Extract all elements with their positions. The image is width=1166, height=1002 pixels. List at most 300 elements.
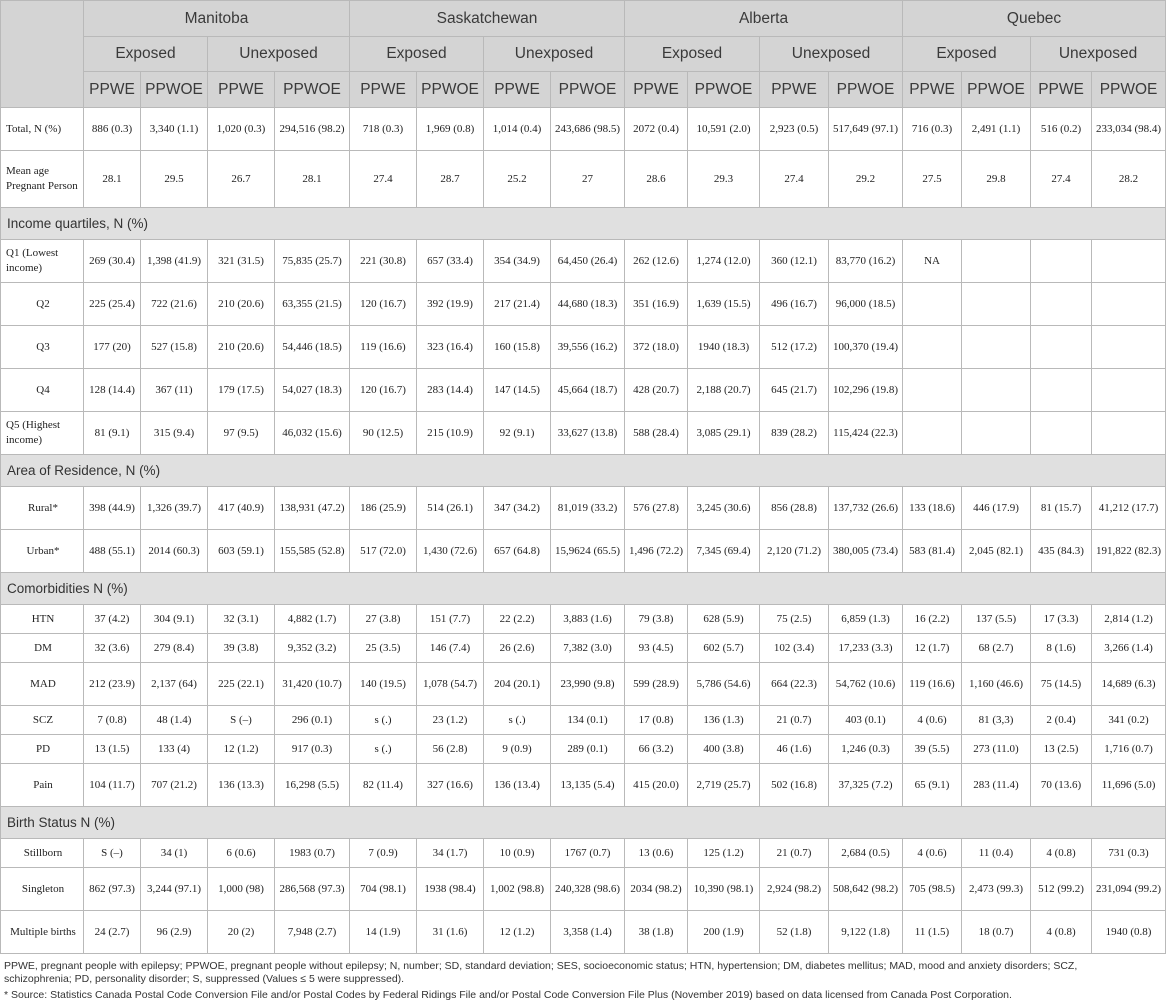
table-row bbox=[1, 663, 1166, 706]
table-cell: 83,770 (16.2) bbox=[829, 240, 903, 283]
table-cell: 1,430 (72.6) bbox=[417, 530, 484, 573]
table-cell: 602 (5.7) bbox=[688, 634, 760, 663]
table-cell: 41,212 (17.7) bbox=[1092, 487, 1166, 530]
table-cell: 1,002 (98.8) bbox=[484, 868, 551, 911]
table-cell: 517,649 (97.1) bbox=[829, 108, 903, 151]
footnote-source: * Source: Statistics Canada Postal Code Conversion File and/or Postal Codes by Federal Ridings File and/or Postal Code Conversion File Plus (November 2019) based on data licensed from Canada Post Corporation. bbox=[4, 989, 1012, 1001]
table-cell: 2,188 (20.7) bbox=[688, 369, 760, 412]
table-cell: 136 (13.3) bbox=[208, 764, 275, 807]
table-header bbox=[1, 1, 1166, 108]
table-cell: 351 (16.9) bbox=[625, 283, 688, 326]
table-cell: 140 (19.5) bbox=[350, 663, 417, 706]
column-header: PPWE bbox=[84, 72, 141, 108]
table-cell: 11 (1.5) bbox=[903, 911, 962, 954]
table-cell: 599 (28.9) bbox=[625, 663, 688, 706]
table-cell: 527 (15.8) bbox=[141, 326, 208, 369]
table-cell: 25 (3.5) bbox=[350, 634, 417, 663]
table-cell: 70 (13.6) bbox=[1031, 764, 1092, 807]
table-cell: 243,686 (98.5) bbox=[551, 108, 625, 151]
table-cell: 1,020 (0.3) bbox=[208, 108, 275, 151]
table-row bbox=[1, 283, 1166, 326]
table-cell: 93 (4.5) bbox=[625, 634, 688, 663]
table-cell: 9,352 (3.2) bbox=[275, 634, 350, 663]
table-cell: 360 (12.1) bbox=[760, 240, 829, 283]
table-cell: 514 (26.1) bbox=[417, 487, 484, 530]
table-cell: 3,266 (1.4) bbox=[1092, 634, 1166, 663]
table-cell: 204 (20.1) bbox=[484, 663, 551, 706]
table-cell bbox=[903, 369, 962, 412]
table-cell: 34 (1.7) bbox=[417, 839, 484, 868]
table-cell: 283 (14.4) bbox=[417, 369, 484, 412]
table-cell: 120 (16.7) bbox=[350, 283, 417, 326]
table-row bbox=[1, 412, 1166, 455]
table-cell: 718 (0.3) bbox=[350, 108, 417, 151]
table-cell: 4 (0.6) bbox=[903, 706, 962, 735]
table-cell: s (.) bbox=[350, 735, 417, 764]
table-cell bbox=[962, 412, 1031, 455]
column-header: PPWE bbox=[350, 72, 417, 108]
row-label: Q3 bbox=[1, 326, 84, 369]
table-cell: 283 (11.4) bbox=[962, 764, 1031, 807]
table-cell: 347 (34.2) bbox=[484, 487, 551, 530]
footnote-abbreviations: PPWE, pregnant people with epilepsy; PPWOE, pregnant people without epilepsy; N, number; SD, standard deviation; SES, socioeconomic status; HTN, hypertension; DM, diabetes mellitus; MAD, mood and anxiety disorders; SCZ, schizophrenia; PD, personality disorder; S, suppressed (Values ≤ 5 were suppressed). bbox=[4, 960, 1078, 985]
row-label: Q1 (Lowest income) bbox=[1, 240, 84, 283]
table-cell: 1983 (0.7) bbox=[275, 839, 350, 868]
table-cell bbox=[1031, 412, 1092, 455]
row-label: Total, N (%) bbox=[1, 108, 84, 151]
table-cell: 2,045 (82.1) bbox=[962, 530, 1031, 573]
table-row bbox=[1, 369, 1166, 412]
table-cell: 28.1 bbox=[275, 151, 350, 208]
table-cell: 46 (1.6) bbox=[760, 735, 829, 764]
table-cell: 2,120 (71.2) bbox=[760, 530, 829, 573]
table-row bbox=[1, 487, 1166, 530]
table-cell: 296 (0.1) bbox=[275, 706, 350, 735]
table-cell: 576 (27.8) bbox=[625, 487, 688, 530]
table-cell bbox=[903, 283, 962, 326]
header-row-groups bbox=[1, 37, 1166, 72]
row-label: Urban* bbox=[1, 530, 84, 573]
table-cell: 2,491 (1.1) bbox=[962, 108, 1031, 151]
table-cell: 3,340 (1.1) bbox=[141, 108, 208, 151]
row-label: SCZ bbox=[1, 706, 84, 735]
table-cell: 151 (7.7) bbox=[417, 605, 484, 634]
table-cell: 240,328 (98.6) bbox=[551, 868, 625, 911]
group-header: Unexposed bbox=[760, 37, 903, 72]
footnotes bbox=[0, 954, 1145, 1002]
table-cell: 16 (2.2) bbox=[903, 605, 962, 634]
table-cell: 354 (34.9) bbox=[484, 240, 551, 283]
row-label: DM bbox=[1, 634, 84, 663]
table-cell: 502 (16.8) bbox=[760, 764, 829, 807]
table-cell: 2,473 (99.3) bbox=[962, 868, 1031, 911]
table-cell: 136 (13.4) bbox=[484, 764, 551, 807]
table-cell: 20 (2) bbox=[208, 911, 275, 954]
table-cell: 54,762 (10.6) bbox=[829, 663, 903, 706]
table-cell: 3,244 (97.1) bbox=[141, 868, 208, 911]
table-cell: 488 (55.1) bbox=[84, 530, 141, 573]
table-cell: 32 (3.1) bbox=[208, 605, 275, 634]
table-cell: 7 (0.8) bbox=[84, 706, 141, 735]
table-cell: 435 (84.3) bbox=[1031, 530, 1092, 573]
table-cell: 7,382 (3.0) bbox=[551, 634, 625, 663]
table-cell bbox=[1092, 240, 1166, 283]
table-row bbox=[1, 764, 1166, 807]
table-cell: 29.3 bbox=[688, 151, 760, 208]
table-cell: 3,358 (1.4) bbox=[551, 911, 625, 954]
table-cell: 15,9624 (65.5) bbox=[551, 530, 625, 573]
table-cell: 44,680 (18.3) bbox=[551, 283, 625, 326]
table-cell: 17 (0.8) bbox=[625, 706, 688, 735]
table-cell: 508,642 (98.2) bbox=[829, 868, 903, 911]
table-cell bbox=[962, 283, 1031, 326]
table-cell: 179 (17.5) bbox=[208, 369, 275, 412]
table-cell: 125 (1.2) bbox=[688, 839, 760, 868]
table-cell: 11 (0.4) bbox=[962, 839, 1031, 868]
table-cell: 215 (10.9) bbox=[417, 412, 484, 455]
table-cell: 191,822 (82.3) bbox=[1092, 530, 1166, 573]
table-cell: 11,696 (5.0) bbox=[1092, 764, 1166, 807]
table-cell: 90 (12.5) bbox=[350, 412, 417, 455]
table-cell: 210 (20.6) bbox=[208, 283, 275, 326]
table-cell: 146 (7.4) bbox=[417, 634, 484, 663]
table-cell: 1,078 (54.7) bbox=[417, 663, 484, 706]
table-cell: 704 (98.1) bbox=[350, 868, 417, 911]
province-header: Quebec bbox=[903, 1, 1166, 37]
table-cell bbox=[903, 326, 962, 369]
table-cell: 52 (1.8) bbox=[760, 911, 829, 954]
table-cell: 3,085 (29.1) bbox=[688, 412, 760, 455]
row-label: PD bbox=[1, 735, 84, 764]
table-row bbox=[1, 605, 1166, 634]
table-cell: 392 (19.9) bbox=[417, 283, 484, 326]
table-cell: s (.) bbox=[484, 706, 551, 735]
group-header: Exposed bbox=[84, 37, 208, 72]
section-header: Comorbidities N (%) bbox=[1, 573, 1166, 605]
section-header: Area of Residence, N (%) bbox=[1, 455, 1166, 487]
table-cell: 289 (0.1) bbox=[551, 735, 625, 764]
table-cell: 269 (30.4) bbox=[84, 240, 141, 283]
table-cell: 7,345 (69.4) bbox=[688, 530, 760, 573]
table-cell: 38 (1.8) bbox=[625, 911, 688, 954]
table-cell: 9 (0.9) bbox=[484, 735, 551, 764]
table-cell: 16,298 (5.5) bbox=[275, 764, 350, 807]
table-cell: 2,137 (64) bbox=[141, 663, 208, 706]
table-cell: 4,882 (1.7) bbox=[275, 605, 350, 634]
table-cell: 839 (28.2) bbox=[760, 412, 829, 455]
table-cell bbox=[1092, 326, 1166, 369]
table-cell: 862 (97.3) bbox=[84, 868, 141, 911]
table-cell: 12 (1.2) bbox=[208, 735, 275, 764]
table-cell: 24 (2.7) bbox=[84, 911, 141, 954]
table-cell: 177 (20) bbox=[84, 326, 141, 369]
table-cell: 92 (9.1) bbox=[484, 412, 551, 455]
table-cell: 2,814 (1.2) bbox=[1092, 605, 1166, 634]
table-cell: 886 (0.3) bbox=[84, 108, 141, 151]
table-cell: 23,990 (9.8) bbox=[551, 663, 625, 706]
table-cell: 917 (0.3) bbox=[275, 735, 350, 764]
table-cell: 1,496 (72.2) bbox=[625, 530, 688, 573]
table-cell: 2,924 (98.2) bbox=[760, 868, 829, 911]
table-cell: 134 (0.1) bbox=[551, 706, 625, 735]
table-cell: 28.7 bbox=[417, 151, 484, 208]
table-cell: 4 (0.8) bbox=[1031, 911, 1092, 954]
table-cell: 81 (3,3) bbox=[962, 706, 1031, 735]
table-cell: 82 (11.4) bbox=[350, 764, 417, 807]
table-cell: 96 (2.9) bbox=[141, 911, 208, 954]
header-corner bbox=[1, 1, 84, 108]
table-cell bbox=[1092, 412, 1166, 455]
table-cell: 400 (3.8) bbox=[688, 735, 760, 764]
table-cell: 17 (3.3) bbox=[1031, 605, 1092, 634]
column-header: PPWOE bbox=[275, 72, 350, 108]
table-cell: 133 (4) bbox=[141, 735, 208, 764]
table-cell: 221 (30.8) bbox=[350, 240, 417, 283]
table-cell bbox=[1031, 283, 1092, 326]
table-cell: 583 (81.4) bbox=[903, 530, 962, 573]
table-cell: 137,732 (26.6) bbox=[829, 487, 903, 530]
column-header: PPWE bbox=[208, 72, 275, 108]
table-cell: 12 (1.2) bbox=[484, 911, 551, 954]
table-cell: 137 (5.5) bbox=[962, 605, 1031, 634]
table-cell: 516 (0.2) bbox=[1031, 108, 1092, 151]
section-header-row bbox=[1, 807, 1166, 839]
table-cell: 12 (1.7) bbox=[903, 634, 962, 663]
table-cell: 32 (3.6) bbox=[84, 634, 141, 663]
column-header: PPWOE bbox=[688, 72, 760, 108]
table-cell: 428 (20.7) bbox=[625, 369, 688, 412]
header-row-columns bbox=[1, 72, 1166, 108]
table-cell: 31 (1.6) bbox=[417, 911, 484, 954]
column-header: PPWOE bbox=[141, 72, 208, 108]
table-cell: 327 (16.6) bbox=[417, 764, 484, 807]
table-cell: 63,355 (21.5) bbox=[275, 283, 350, 326]
table-row bbox=[1, 530, 1166, 573]
table-cell: 25.2 bbox=[484, 151, 551, 208]
table-cell: 29.8 bbox=[962, 151, 1031, 208]
table-cell: 81,019 (33.2) bbox=[551, 487, 625, 530]
table-cell: 68 (2.7) bbox=[962, 634, 1031, 663]
table-body bbox=[1, 108, 1166, 954]
table-cell: 22 (2.2) bbox=[484, 605, 551, 634]
table-cell bbox=[1092, 369, 1166, 412]
table-cell: 856 (28.8) bbox=[760, 487, 829, 530]
table-row bbox=[1, 839, 1166, 868]
table-cell: 341 (0.2) bbox=[1092, 706, 1166, 735]
column-header: PPWOE bbox=[962, 72, 1031, 108]
table-cell: 7,948 (2.7) bbox=[275, 911, 350, 954]
table-cell: 28.6 bbox=[625, 151, 688, 208]
table-cell: 657 (33.4) bbox=[417, 240, 484, 283]
row-label: Mean age Pregnant Person bbox=[1, 151, 84, 208]
table-cell: 39,556 (16.2) bbox=[551, 326, 625, 369]
table-row bbox=[1, 326, 1166, 369]
column-header: PPWE bbox=[760, 72, 829, 108]
group-header: Exposed bbox=[903, 37, 1031, 72]
row-label: Q5 (Highest income) bbox=[1, 412, 84, 455]
table-cell: 6,859 (1.3) bbox=[829, 605, 903, 634]
province-header: Alberta bbox=[625, 1, 903, 37]
row-label: Stillborn bbox=[1, 839, 84, 868]
group-header: Unexposed bbox=[1031, 37, 1166, 72]
table-cell: 21 (0.7) bbox=[760, 706, 829, 735]
row-label: Multiple births bbox=[1, 911, 84, 954]
table-cell: 23 (1.2) bbox=[417, 706, 484, 735]
table-cell: NA bbox=[903, 240, 962, 283]
table-cell: 380,005 (73.4) bbox=[829, 530, 903, 573]
table-row bbox=[1, 240, 1166, 283]
table-cell: 3,245 (30.6) bbox=[688, 487, 760, 530]
table-cell: 321 (31.5) bbox=[208, 240, 275, 283]
table-cell: S (–) bbox=[208, 706, 275, 735]
table-cell: 45,664 (18.7) bbox=[551, 369, 625, 412]
table-cell: 588 (28.4) bbox=[625, 412, 688, 455]
table-row bbox=[1, 868, 1166, 911]
table-cell: 27.5 bbox=[903, 151, 962, 208]
table-cell bbox=[962, 326, 1031, 369]
group-header: Exposed bbox=[350, 37, 484, 72]
table-cell: 323 (16.4) bbox=[417, 326, 484, 369]
table-cell: 37 (4.2) bbox=[84, 605, 141, 634]
table-cell: 716 (0.3) bbox=[903, 108, 962, 151]
table-cell: 4 (0.8) bbox=[1031, 839, 1092, 868]
table-cell: 315 (9.4) bbox=[141, 412, 208, 455]
section-header: Birth Status N (%) bbox=[1, 807, 1166, 839]
column-header: PPWOE bbox=[829, 72, 903, 108]
table-cell: s (.) bbox=[350, 706, 417, 735]
table-cell bbox=[1031, 369, 1092, 412]
table-cell: 512 (99.2) bbox=[1031, 868, 1092, 911]
table-cell: 29.5 bbox=[141, 151, 208, 208]
table-cell: 28.2 bbox=[1092, 151, 1166, 208]
table-cell: 417 (40.9) bbox=[208, 487, 275, 530]
table-cell: 9,122 (1.8) bbox=[829, 911, 903, 954]
group-header: Unexposed bbox=[208, 37, 350, 72]
table-cell: 34 (1) bbox=[141, 839, 208, 868]
table-cell: 8 (1.6) bbox=[1031, 634, 1092, 663]
table-row bbox=[1, 911, 1166, 954]
table-cell: 155,585 (52.8) bbox=[275, 530, 350, 573]
table-cell: 119 (16.6) bbox=[350, 326, 417, 369]
table-cell: 1,246 (0.3) bbox=[829, 735, 903, 764]
row-label: Q2 bbox=[1, 283, 84, 326]
table-cell: 138,931 (47.2) bbox=[275, 487, 350, 530]
table-row bbox=[1, 735, 1166, 764]
row-label: MAD bbox=[1, 663, 84, 706]
table-cell: 10,591 (2.0) bbox=[688, 108, 760, 151]
column-header: PPWOE bbox=[551, 72, 625, 108]
table-cell: 21 (0.7) bbox=[760, 839, 829, 868]
table-cell bbox=[903, 412, 962, 455]
table-cell: 200 (1.9) bbox=[688, 911, 760, 954]
table-cell: 75,835 (25.7) bbox=[275, 240, 350, 283]
table-cell: 628 (5.9) bbox=[688, 605, 760, 634]
table-cell: 7 (0.9) bbox=[350, 839, 417, 868]
table-cell: 147 (14.5) bbox=[484, 369, 551, 412]
table-cell: 66 (3.2) bbox=[625, 735, 688, 764]
table-cell: 133 (18.6) bbox=[903, 487, 962, 530]
table-cell: 3,883 (1.6) bbox=[551, 605, 625, 634]
table-cell: 27 bbox=[551, 151, 625, 208]
table-cell: 13 (0.6) bbox=[625, 839, 688, 868]
table-cell: 2 (0.4) bbox=[1031, 706, 1092, 735]
table-cell: 645 (21.7) bbox=[760, 369, 829, 412]
table-cell: 119 (16.6) bbox=[903, 663, 962, 706]
table-cell: 104 (11.7) bbox=[84, 764, 141, 807]
table-cell: 731 (0.3) bbox=[1092, 839, 1166, 868]
table-cell: 64,450 (26.4) bbox=[551, 240, 625, 283]
table-cell: 128 (14.4) bbox=[84, 369, 141, 412]
table-cell: 54,446 (18.5) bbox=[275, 326, 350, 369]
table-cell: S (–) bbox=[84, 839, 141, 868]
section-header: Income quartiles, N (%) bbox=[1, 208, 1166, 240]
table-cell: 102 (3.4) bbox=[760, 634, 829, 663]
table-cell: 96,000 (18.5) bbox=[829, 283, 903, 326]
table-cell: 14,689 (6.3) bbox=[1092, 663, 1166, 706]
table-cell: 102,296 (19.8) bbox=[829, 369, 903, 412]
table-cell: 512 (17.2) bbox=[760, 326, 829, 369]
table-cell: 28.1 bbox=[84, 151, 141, 208]
table-cell: 403 (0.1) bbox=[829, 706, 903, 735]
table-cell: 286,568 (97.3) bbox=[275, 868, 350, 911]
table-cell: 27 (3.8) bbox=[350, 605, 417, 634]
table-row bbox=[1, 706, 1166, 735]
row-label: Singleton bbox=[1, 868, 84, 911]
table-cell: 18 (0.7) bbox=[962, 911, 1031, 954]
table-cell: 26 (2.6) bbox=[484, 634, 551, 663]
table-cell bbox=[962, 240, 1031, 283]
table-cell bbox=[1031, 240, 1092, 283]
table-cell: 1767 (0.7) bbox=[551, 839, 625, 868]
table-cell bbox=[1092, 283, 1166, 326]
table-cell: 186 (25.9) bbox=[350, 487, 417, 530]
table-cell: 2,684 (0.5) bbox=[829, 839, 903, 868]
table-cell: 29.2 bbox=[829, 151, 903, 208]
table-cell: 46,032 (15.6) bbox=[275, 412, 350, 455]
table-cell: 262 (12.6) bbox=[625, 240, 688, 283]
table-cell: 1,969 (0.8) bbox=[417, 108, 484, 151]
table-cell: 75 (14.5) bbox=[1031, 663, 1092, 706]
table-cell: 1,274 (12.0) bbox=[688, 240, 760, 283]
table-cell: 367 (11) bbox=[141, 369, 208, 412]
column-header: PPWOE bbox=[1092, 72, 1166, 108]
table-cell: 603 (59.1) bbox=[208, 530, 275, 573]
table-cell: 115,424 (22.3) bbox=[829, 412, 903, 455]
table-cell: 39 (3.8) bbox=[208, 634, 275, 663]
table-cell: 27.4 bbox=[350, 151, 417, 208]
table-cell: 1,639 (15.5) bbox=[688, 283, 760, 326]
group-header: Unexposed bbox=[484, 37, 625, 72]
table-cell: 13 (1.5) bbox=[84, 735, 141, 764]
table-cell: 1,000 (98) bbox=[208, 868, 275, 911]
table-cell: 217 (21.4) bbox=[484, 283, 551, 326]
table-cell: 27.4 bbox=[1031, 151, 1092, 208]
table-cell: 2034 (98.2) bbox=[625, 868, 688, 911]
column-header: PPWE bbox=[1031, 72, 1092, 108]
table-cell: 136 (1.3) bbox=[688, 706, 760, 735]
section-header-row bbox=[1, 455, 1166, 487]
table-cell: 54,027 (18.3) bbox=[275, 369, 350, 412]
column-header: PPWE bbox=[903, 72, 962, 108]
table-cell: 13 (2.5) bbox=[1031, 735, 1092, 764]
table-cell: 10,390 (98.1) bbox=[688, 868, 760, 911]
table-cell: 1,398 (41.9) bbox=[141, 240, 208, 283]
table-cell: 33,627 (13.8) bbox=[551, 412, 625, 455]
table-cell: 707 (21.2) bbox=[141, 764, 208, 807]
table-cell: 2,923 (0.5) bbox=[760, 108, 829, 151]
table-cell: 48 (1.4) bbox=[141, 706, 208, 735]
row-label: HTN bbox=[1, 605, 84, 634]
